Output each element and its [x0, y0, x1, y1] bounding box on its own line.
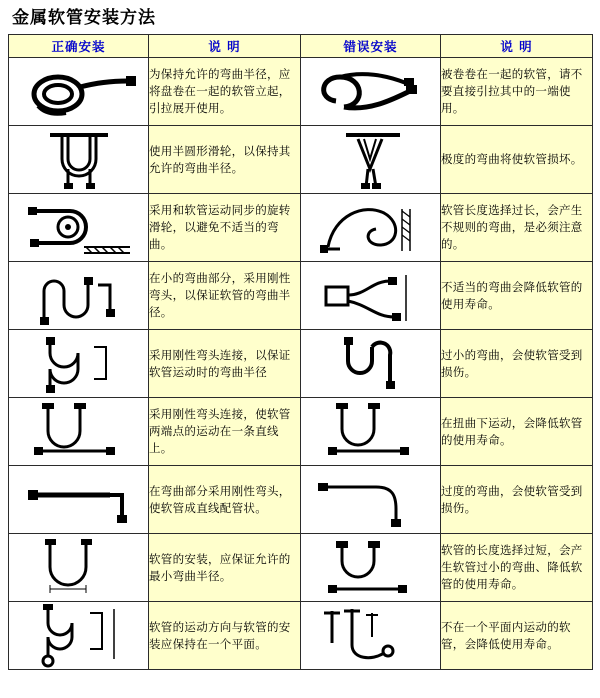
table-row	[9, 330, 593, 398]
description-text: 软管的运动方向与软管的安装应保持在一个平面。	[149, 602, 301, 670]
figure-hose-motion-out-of-plane	[301, 602, 441, 670]
header-correct-install: 正确安装	[9, 35, 149, 58]
figure-improper-tight-bend-at-fitting	[301, 262, 441, 330]
figure-hose-twisting-motion	[301, 398, 441, 466]
description-text: 采用刚性弯头连接，以保证软管运动时的弯曲半径	[149, 330, 301, 398]
description-text: 使用半圆形滑轮，以保持其允许的弯曲半径。	[149, 126, 301, 194]
table-row	[9, 58, 593, 126]
header-description-correct: 说 明	[149, 35, 301, 58]
figure-coiled-hose-unrolled-from-reel	[9, 58, 149, 126]
table-row	[9, 126, 593, 194]
figure-rigid-elbow-straight-piping	[9, 466, 149, 534]
header-description-wrong: 说 明	[441, 35, 593, 58]
table-row	[9, 398, 593, 466]
description-text: 软管长度选择过长，会产生不规则的弯曲，是必须注意的。	[441, 194, 593, 262]
description-text: 不在一个平面内运动的软管，会降低使用寿命。	[441, 602, 593, 670]
table-row	[9, 466, 593, 534]
description-text: 为保持允许的弯曲半径，应将盘卷在一起的软管立起，引拉展开使用。	[149, 58, 301, 126]
table-row	[9, 534, 593, 602]
description-text: 采用刚性弯头连接，使软管两端点的运动在一条直线上。	[149, 398, 301, 466]
figure-hose-too-short-small-bend	[301, 534, 441, 602]
table-row	[9, 194, 593, 262]
description-text: 软管的长度选择过短，会产生软管过小的弯曲、降低软管的使用寿命。	[441, 534, 593, 602]
figure-rigid-elbows-both-ends-straight-line	[9, 398, 149, 466]
header-wrong-install: 错误安装	[301, 35, 441, 58]
page-title: 金属软管安装方法	[12, 8, 156, 28]
figure-hose-over-semicircular-pulley	[9, 126, 149, 194]
figure-coiled-hose-pulled-from-center	[301, 58, 441, 126]
description-text: 极度的弯曲将使软管损坏。	[441, 126, 593, 194]
figure-hose-sharp-v-bend	[301, 126, 441, 194]
figure-rigid-elbow-at-small-bend	[9, 262, 149, 330]
description-text: 软管的安装，应保证允许的最小弯曲半径。	[149, 534, 301, 602]
description-text: 在小的弯曲部分，采用刚性弯头，以保证软管的弯曲半径。	[149, 262, 301, 330]
figure-excessive-bend-damage	[301, 466, 441, 534]
description-text: 在扭曲下运动，会降低软管的使用寿命。	[441, 398, 593, 466]
description-text: 过度的弯曲，会使软管受到损伤。	[441, 466, 593, 534]
description-text: 采用和软管运动同步的旋转滑轮，以避免不适当的弯曲。	[149, 194, 301, 262]
table-row	[9, 262, 593, 330]
description-text: 被卷卷在一起的软管，请不要直接引拉其中的一端使用。	[441, 58, 593, 126]
figure-hose-with-synchronized-rotating-pulley	[9, 194, 149, 262]
description-text: 在弯曲部分采用刚性弯头，使软管成直线配管状。	[149, 466, 301, 534]
table-header-row	[9, 35, 593, 58]
figure-hose-motion-in-same-plane	[9, 602, 149, 670]
figure-too-small-bend-radius-loop	[301, 330, 441, 398]
description-text: 过小的弯曲，会使软管受到损伤。	[441, 330, 593, 398]
figure-rigid-elbow-connection-u-loop	[9, 330, 149, 398]
description-text: 不适当的弯曲会降低软管的使用寿命。	[441, 262, 593, 330]
figure-hose-too-long-irregular-bend	[301, 194, 441, 262]
table-row	[9, 602, 593, 670]
hose-installation-table	[8, 34, 593, 670]
figure-hose-installed-min-bend-radius	[9, 534, 149, 602]
